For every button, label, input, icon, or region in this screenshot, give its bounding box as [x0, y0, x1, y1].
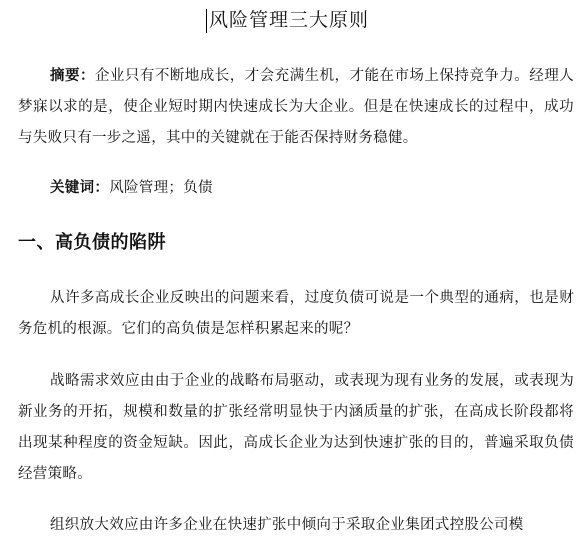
keywords-paragraph [18, 172, 574, 204]
document-title [209, 6, 369, 34]
document-title-text: 风险管理三大原则 [208, 9, 369, 31]
text-cursor [206, 9, 207, 33]
body-paragraph-2: 战略需求效应由由于企业的战略布局驱动，或表现为现有业务的发展，或表现为新业务的开拓，规模和数量的扩张经常明显快于内涵质量的扩张，在高成长阶段都将出现某种程度的资金短缺。因此，高成长企业为达到快速扩张的目的，普遍采取负债经营策略。 [18, 373, 574, 482]
abstract-paragraph [18, 60, 574, 154]
keywords-label: 关键词： [50, 179, 110, 196]
section-heading: 一、高负债的陷阱 [18, 232, 166, 253]
keywords-text: 风险管理；负债 [109, 180, 213, 196]
abstract-label: 摘要： [50, 67, 95, 84]
title-block [0, 6, 578, 34]
body-paragraph-1: 从许多高成长企业反映出的问题来看，过度负债可说是一个典型的通病，也是财务危机的根源。它们的高负债是怎样积累起来的呢？ [18, 290, 574, 337]
body-paragraph-3-partial: 组织放大效应由许多企业在快速扩张中倾向于采取企业集团式控股公司模 [50, 517, 524, 533]
abstract-text: 企业只有不断地成长，才会充满生机，才能在市场上保持竞争力。经理人梦寐以求的是，使企业短时期内快速成长为大企业。但是在快速成长的过程中，成功与失败只有一步之遥，其中的关键就在于能否保持财务稳健。 [18, 68, 574, 146]
